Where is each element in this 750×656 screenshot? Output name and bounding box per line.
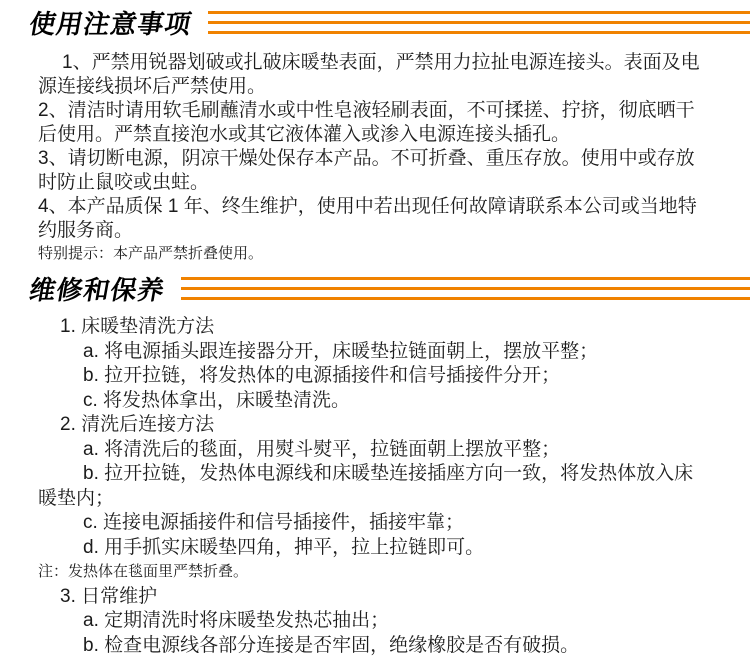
maintenance-step: d. 用手抓实床暖垫四角，抻平，拉上拉链即可。 [83,536,485,558]
maintenance-group-3-heading: 3. 日常维护 [60,585,158,607]
maintenance-step: a. 将电源插头跟连接器分开，床暖垫拉链面朝上，摆放平整； [83,340,599,362]
section2-title: 维修和保养 [27,274,168,305]
notice-item-2: 2、清洁时请用软毛刷蘸清水或中性皂液轻刷表面，不可揉搓、拧挤，彻底晒干后使用。严禁直接泡水或其它液体灌入或渗入电源连接头插孔。 [38,100,695,145]
maintenance-step: b. 拉开拉链，发热体电源线和床暖垫连接插座方向一致，将发热体放入床暖垫内； [38,463,694,509]
triple-rule-decoration [181,277,750,300]
orange-rule-line [208,21,750,24]
orange-rule-line [181,287,750,290]
section1-header [0,5,750,39]
maintenance-list [38,315,712,656]
maintenance-step: a. 定期清洗时将床暖垫发热芯抽出； [83,610,390,631]
maintenance-step: c. 连接电源插接件和信号插接件，插接牢靠； [83,512,465,533]
usage-notice-list [38,51,712,265]
maintenance-group-2-heading: 2. 清洗后连接方法 [60,414,215,435]
maintenance-group-1-heading: 1. 床暖垫清洗方法 [60,316,215,337]
special-note: 特别提示：本产品严禁折叠使用。 [38,245,264,262]
section1-title: 使用注意事项 [27,8,195,39]
orange-rule-line [208,31,750,34]
maintenance-step: b. 拉开拉链，将发热体的电源插接件和信号插接件分开； [83,365,561,386]
orange-rule-line [181,277,750,280]
maintenance-step: c. 将发热体拿出，床暖垫清洗。 [83,389,351,411]
notice-item-4: 4、本产品质保 1 年、终生维护，使用中若出现任何故障请联系本公司或当地特约服务商。 [38,196,697,241]
orange-rule-line [208,11,750,14]
notice-item-1: 1、严禁用锐器划破或扎破床暖垫表面，严禁用力拉扯电源连接头。表面及电源连接线损坏后严禁使用。 [38,52,700,97]
notice-item-3: 3、请切断电源，阴凉干燥处保存本产品。不可折叠、重压存放。使用中或存放时防止鼠咬或虫蛀。 [38,148,695,193]
maintenance-step: b. 检查电源线各部分连接是否牢固，绝缘橡胶是否有破损。 [83,634,580,656]
triple-rule-decoration [208,11,750,34]
folding-warning-note: 注：发热体在毯面里严禁折叠。 [38,563,249,580]
maintenance-step: a. 将清洗后的毯面，用熨斗熨平，拉链面朝上摆放平整； [83,438,561,460]
section2-header [0,271,750,305]
orange-rule-line [181,297,750,300]
